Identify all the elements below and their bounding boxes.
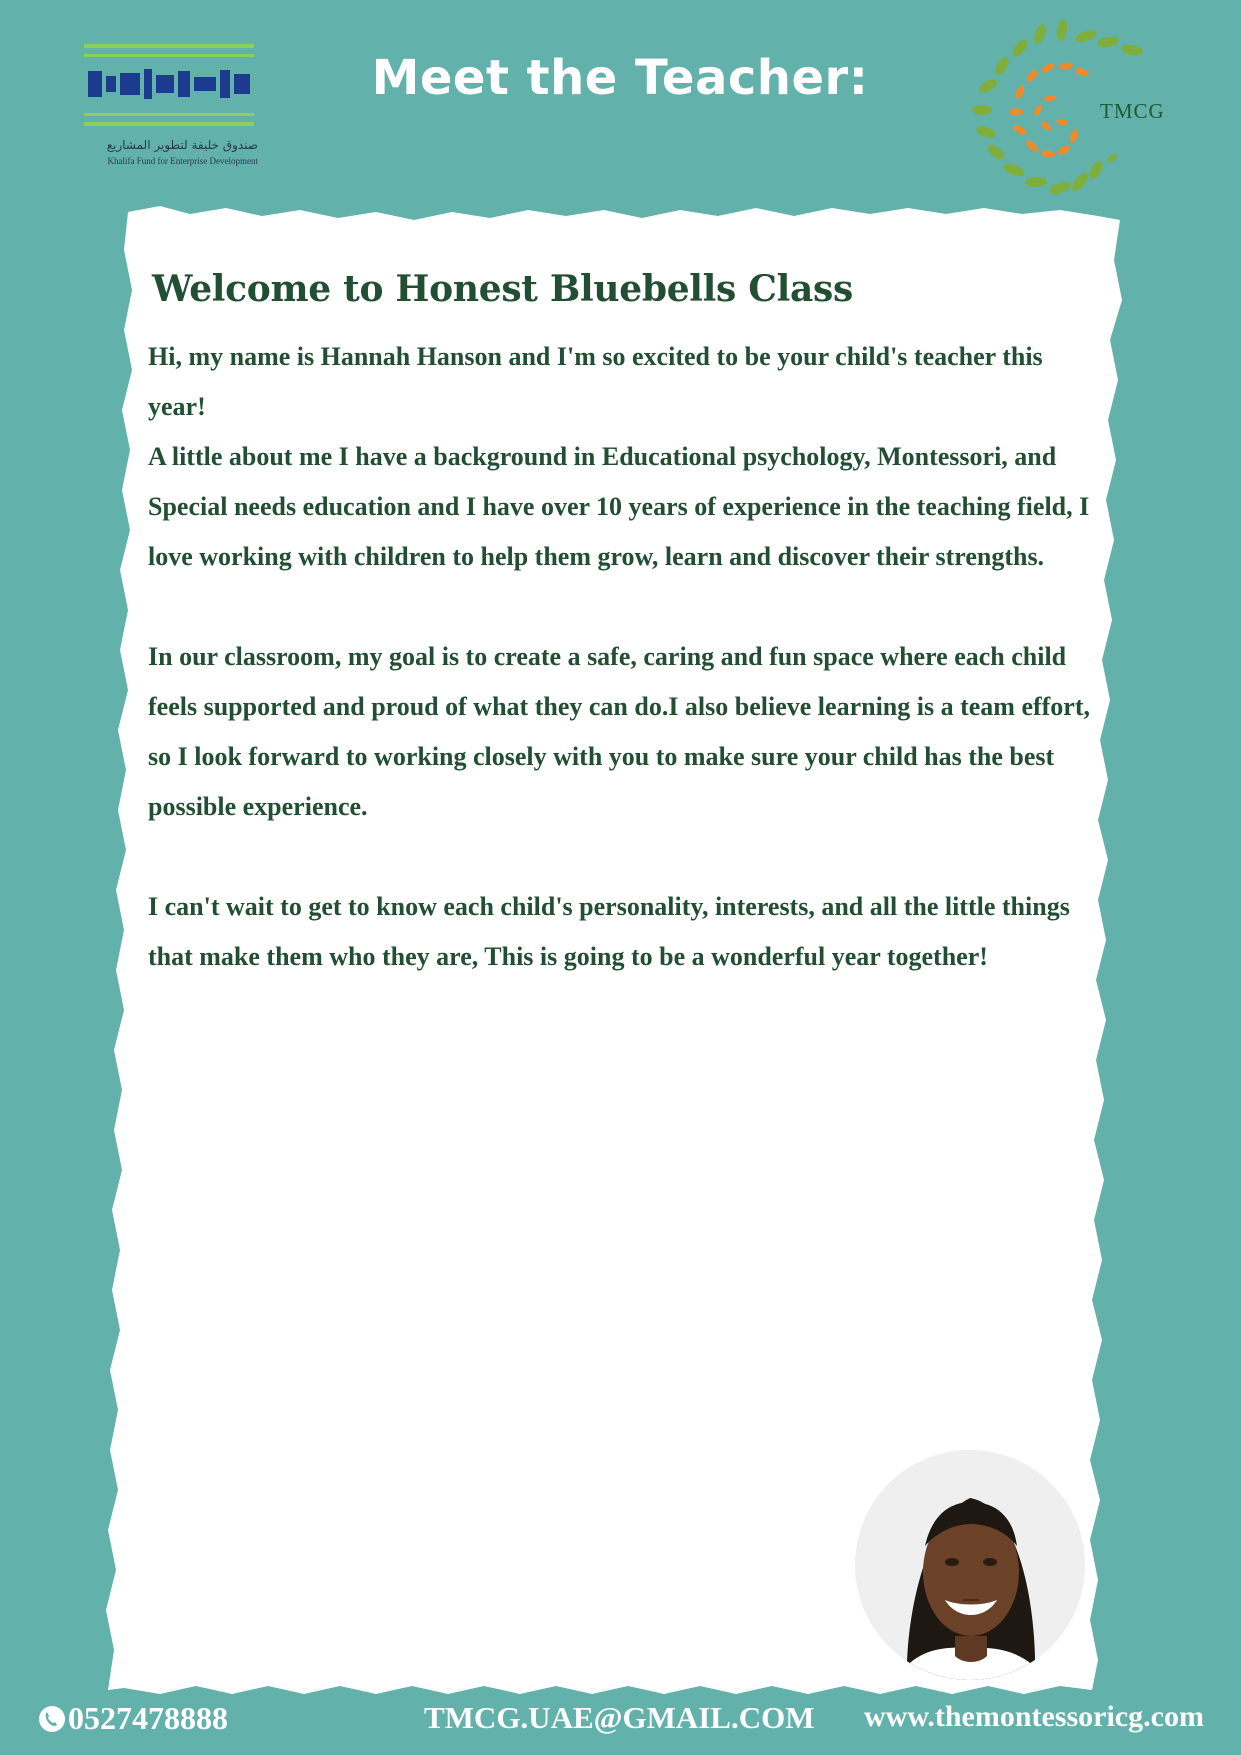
- closing-paragraph: I can't wait to get to know each child's personality, interests, and all the little things that make them who they are, This is going to be a wonderful year together!: [148, 892, 1070, 971]
- class-heading: Welcome to Honest Bluebells Class: [152, 268, 853, 310]
- email-link[interactable]: TMCG.UAE@GMAIL.COM: [424, 1700, 815, 1735]
- background-paragraph: A little about me I have a background in Educational psychology, Montessori, and Special needs education and I have over 10 years of experience in the teaching field, I love working with children to help them grow, learn and discover their strengths.: [148, 442, 1090, 571]
- letter-content: [148, 268, 1098, 982]
- tmcg-brand-text: TMCG: [1100, 99, 1165, 123]
- contact-footer: [0, 1700, 1241, 1755]
- phone-contact[interactable]: [38, 1700, 228, 1737]
- english-subtitle: Khalifa Fund for Enterprise Development: [107, 156, 258, 166]
- phone-icon: [38, 1705, 66, 1733]
- phone-number: 0527478888: [68, 1700, 228, 1736]
- arabic-subtitle: صندوق خليفة لتطوير المشاريع: [106, 138, 258, 152]
- teacher-portrait-icon: [855, 1450, 1085, 1680]
- website-link[interactable]: www.themontessoricg.com: [864, 1700, 1204, 1733]
- classroom-paragraph: In our classroom, my goal is to create a safe, caring and fun space where each child feels supported and proud of what they can do.I also believe learning is a team effort, so I look forward to working closely with you to make sure your child has the best possible experience.: [148, 642, 1091, 821]
- page-title: Meet the Teacher:: [371, 50, 869, 106]
- intro-paragraph: Hi, my name is Hannah Hanson and I'm so excited to be your child's teacher this year!: [148, 342, 1043, 421]
- teacher-photo: [855, 1450, 1085, 1680]
